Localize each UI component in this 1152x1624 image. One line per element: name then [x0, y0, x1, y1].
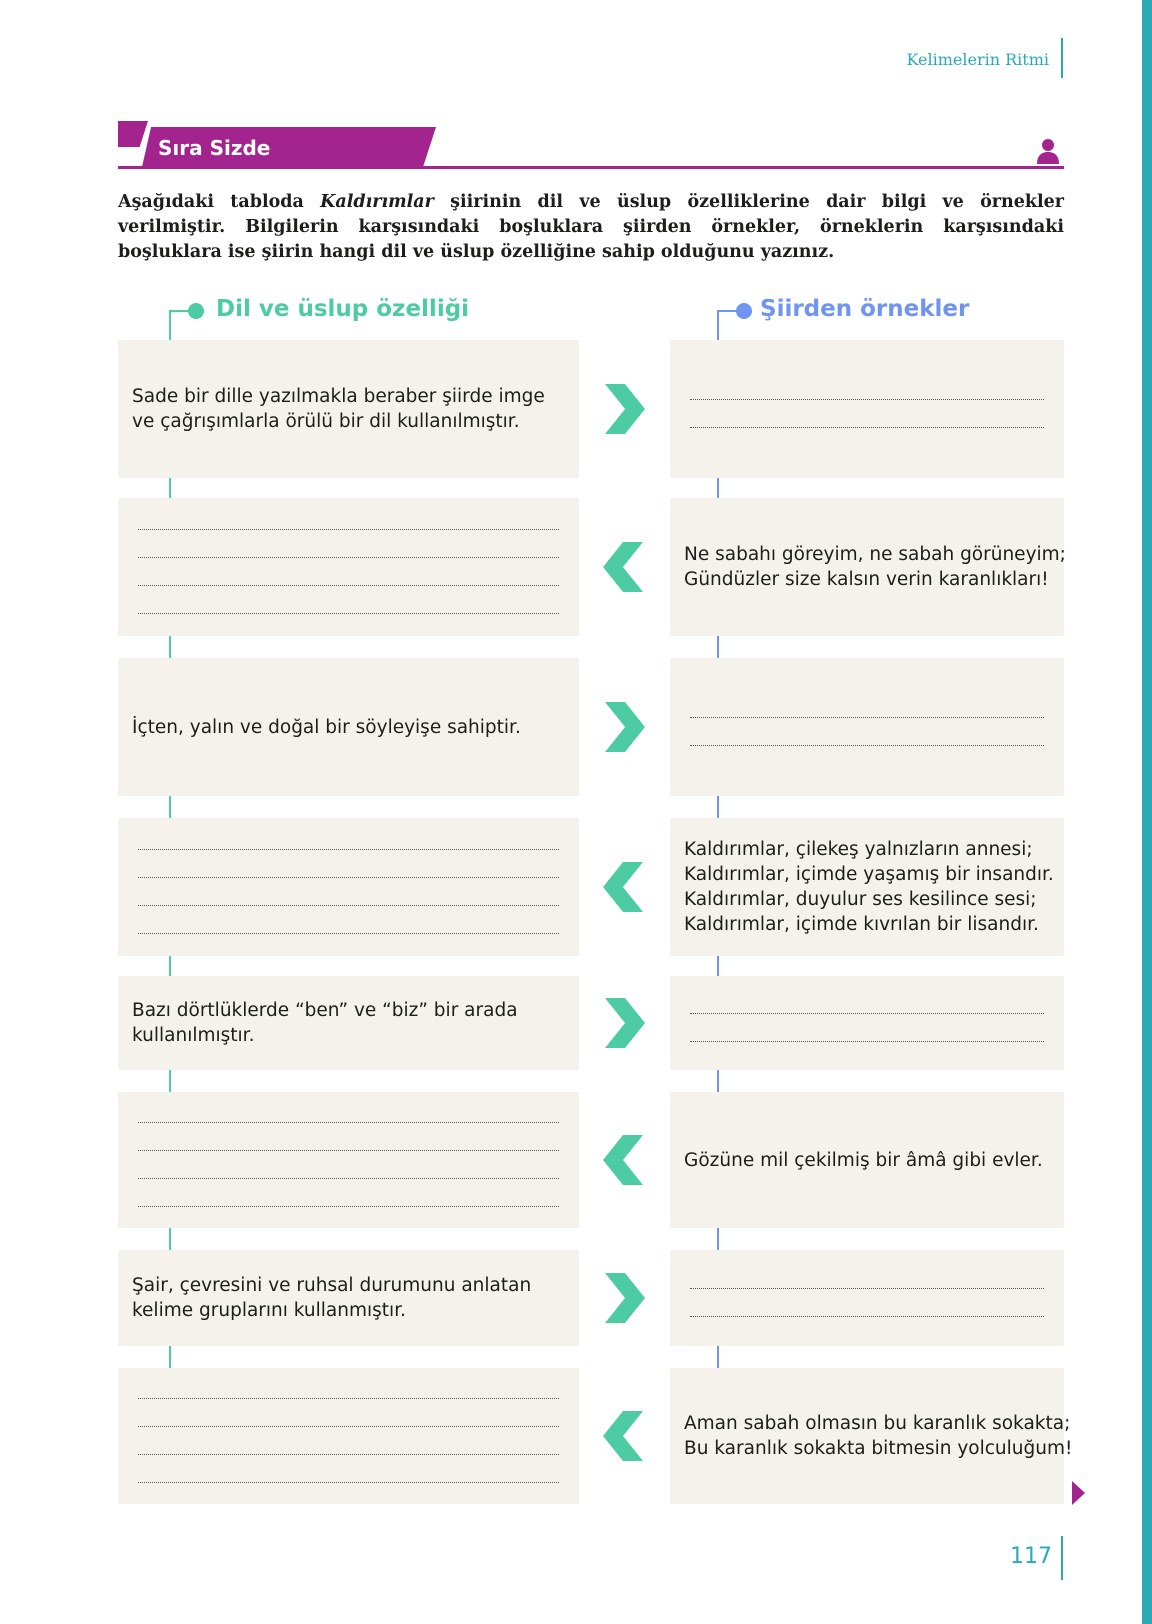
- right-text-line: Kaldırımlar, çilekeş yalnızların annesi;: [684, 839, 1033, 860]
- left-connector: [169, 636, 171, 658]
- intro-poem-title: Kaldırımlar: [320, 192, 434, 212]
- left-text-line: Sade bir dille yazılmakla beraber şiirde imge: [132, 386, 545, 407]
- footer-rule: [1061, 1536, 1063, 1580]
- left-answer-line[interactable]: [138, 1426, 559, 1427]
- right-box: [670, 658, 1064, 796]
- left-answer-line[interactable]: [138, 1150, 559, 1151]
- left-connector: [169, 478, 171, 498]
- left-connector: [169, 1070, 171, 1092]
- right-answer-line[interactable]: [690, 1288, 1044, 1289]
- left-answer-line[interactable]: [138, 849, 559, 850]
- chevron-left-icon: [603, 862, 645, 912]
- right-answer-line[interactable]: [690, 745, 1044, 746]
- left-answer-line[interactable]: [138, 613, 559, 614]
- left-text-line: kelime gruplarını kullanmıştır.: [132, 1300, 406, 1321]
- left-answer-line[interactable]: [138, 1206, 559, 1207]
- right-answer-line[interactable]: [690, 1316, 1044, 1317]
- right-text-line: Gözüne mil çekilmiş bir âmâ gibi evler.: [684, 1149, 1043, 1171]
- left-heading-marker-icon: [168, 298, 208, 340]
- banner-label: Sıra Sizde: [158, 136, 271, 160]
- chevron-left-icon: [603, 1411, 645, 1461]
- left-text-line: Bazı dörtlüklerde “ben” ve “biz” bir arada: [132, 1000, 518, 1021]
- right-answer-line[interactable]: [690, 717, 1044, 718]
- chevron-right-icon: [603, 384, 645, 434]
- right-text-line: Ne sabahı göreyim, ne sabah görüneyim;: [684, 544, 1066, 565]
- right-box: [670, 1250, 1064, 1346]
- left-box: [118, 818, 579, 956]
- left-answer-line[interactable]: [138, 1178, 559, 1179]
- side-stripe: [1142, 0, 1152, 1624]
- right-text-line: Aman sabah olmasın bu karanlık sokakta;: [684, 1413, 1071, 1434]
- chevron-left-icon: [603, 542, 645, 592]
- banner-notch: [118, 121, 148, 147]
- right-answer-line[interactable]: [690, 1041, 1044, 1042]
- left-connector: [169, 1228, 171, 1250]
- right-answer-line[interactable]: [690, 427, 1044, 428]
- right-connector: [717, 1346, 719, 1368]
- right-column-heading: Şiirden örnekler: [760, 296, 970, 322]
- left-text-line: İçten, yalın ve doğal bir söyleyişe sahiptir.: [132, 716, 521, 738]
- left-connector: [169, 956, 171, 976]
- left-connector: [169, 796, 171, 818]
- chevron-right-icon: [603, 1273, 645, 1323]
- page-number: 117: [1010, 1544, 1052, 1569]
- right-connector: [717, 796, 719, 818]
- intro-part1: Aşağıdaki tabloda: [118, 192, 321, 212]
- right-answer-line[interactable]: [690, 399, 1044, 400]
- left-answer-line[interactable]: [138, 877, 559, 878]
- left-box: [118, 1368, 579, 1504]
- left-text-line: kullanılmıştır.: [132, 1025, 255, 1046]
- left-connector: [169, 1346, 171, 1368]
- intro-part2: şiirinin dil ve üslup özelliklerine dair bilgi ve örnekler verilmiştir. Bilgilerin karşısındaki boşluklara şiirden örnekler, örneklerin karşısındaki boşluklara ise şiirin hangi dil ve üslup özelliğine sahip olduğunu yazınız.: [118, 192, 1064, 262]
- right-text-line: Bu karanlık sokakta bitmesin yolculuğum!: [684, 1438, 1073, 1459]
- left-answer-line[interactable]: [138, 1122, 559, 1123]
- chevron-right-icon: [603, 998, 645, 1048]
- right-heading-marker-icon: [716, 298, 756, 340]
- header-rule: [1061, 38, 1063, 78]
- left-answer-line[interactable]: [138, 1482, 559, 1483]
- right-connector: [717, 956, 719, 976]
- left-answer-line[interactable]: [138, 1398, 559, 1399]
- intro-paragraph: [118, 190, 1064, 265]
- left-answer-line[interactable]: [138, 557, 559, 558]
- chevron-right-icon: [603, 702, 645, 752]
- right-connector: [717, 1070, 719, 1092]
- left-box: [118, 498, 579, 636]
- right-text-line: Kaldırımlar, içimde kıvrılan bir lisandır.: [684, 914, 1039, 935]
- chevron-left-icon: [603, 1135, 645, 1185]
- left-answer-line[interactable]: [138, 585, 559, 586]
- left-text-line: Şair, çevresini ve ruhsal durumunu anlatan: [132, 1275, 532, 1296]
- right-box: [670, 340, 1064, 478]
- next-page-arrow-icon[interactable]: [1070, 1480, 1086, 1506]
- left-text-line: ve çağrışımlarla örülü bir dil kullanılmıştır.: [132, 411, 520, 432]
- right-text-line: Gündüzler size kalsın verin karanlıkları!: [684, 569, 1049, 590]
- right-box: [670, 976, 1064, 1070]
- right-connector: [717, 636, 719, 658]
- left-answer-line[interactable]: [138, 905, 559, 906]
- left-column-heading: Dil ve üslup özelliği: [216, 296, 470, 322]
- left-answer-line[interactable]: [138, 933, 559, 934]
- banner-rule: [118, 166, 1064, 169]
- left-box: [118, 1092, 579, 1228]
- right-text-line: Kaldırımlar, içimde yaşamış bir insandır.: [684, 864, 1054, 885]
- right-answer-line[interactable]: [690, 1013, 1044, 1014]
- right-connector: [717, 478, 719, 498]
- left-answer-line[interactable]: [138, 1454, 559, 1455]
- running-title: Kelimelerin Ritmi: [906, 50, 1049, 69]
- right-text-line: Kaldırımlar, duyulur ses kesilince sesi;: [684, 889, 1037, 910]
- right-connector: [717, 1228, 719, 1250]
- left-answer-line[interactable]: [138, 529, 559, 530]
- person-icon: [1036, 138, 1060, 164]
